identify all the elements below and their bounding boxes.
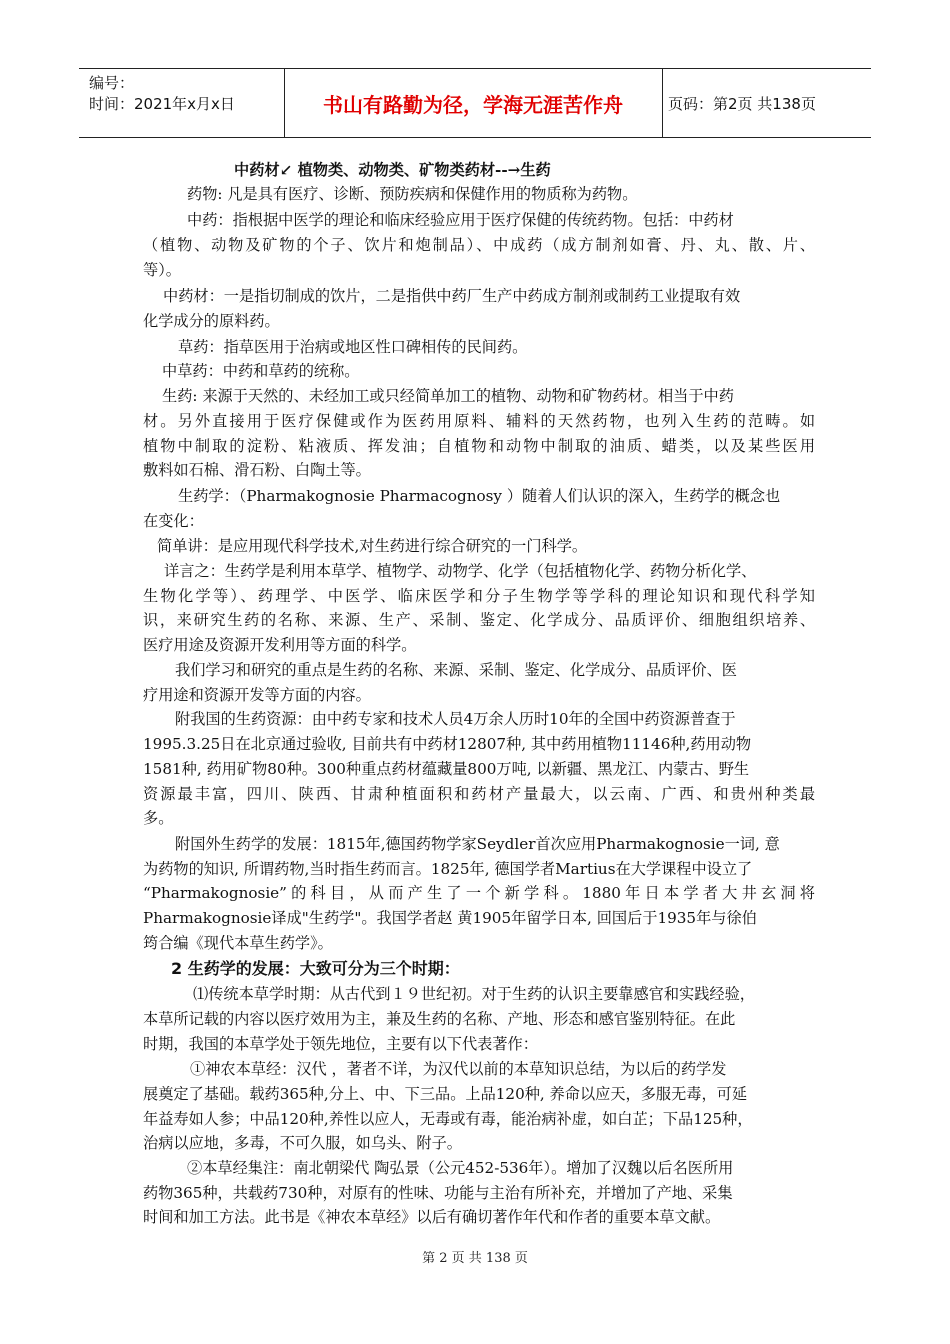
text-line: 筠合编《现代本草生药学》。	[143, 934, 333, 952]
text-line: 药物: 凡是具有医疗、诊断、预防疾病和保健作用的物质称为药物。	[187, 185, 638, 203]
text-line: ②本草经集注：南北朝梁代 陶弘景（公元452-536年）。增加了汉魏以后名医所用	[187, 1159, 734, 1177]
text-line: 治病以应地，多毒，不可久服，如乌头、附子。	[143, 1134, 462, 1152]
text-line: 附我国的生药资源：由中药专家和技术人员4万余人历时10年的全国中药资源普查于	[175, 710, 736, 728]
text-line: “Pharmakognosie”的科目，从而产生了一个新学科。1880年日本学者大井玄洞将	[143, 884, 815, 902]
text-line: 中草药：中药和草药的统称。	[162, 362, 360, 380]
text-line: 资源最丰富，四川、陕西、甘肃种植面积和药材产量最大，以云南、广西、和贵州种类最	[143, 785, 815, 803]
text-line: 1581种, 药用矿物80种。300种重点药材蕴藏量800万吨, 以新疆、黑龙江、内蒙古、野生	[143, 760, 750, 778]
text-line: 展奠定了基础。载药365种,分上、中、下三品。上品120种, 养命以应天，多服无毒，可延	[143, 1085, 748, 1103]
text-line: ⑴传统本草学时期：从古代到１９世纪初。对于生药的认识主要靠感官和实践经验，	[193, 985, 755, 1003]
text-line: 化学成分的原料药。	[143, 312, 280, 330]
text-line: 1995.3.25日在北京通过验收, 目前共有中药材12807种, 其中药用植物11146种,药用动物	[143, 735, 752, 753]
definition-line: 生药学：（Pharmakognosie Pharmacognosy ）随着人们认识的深入，生药学的概念也	[178, 487, 781, 505]
text-line: 疗用途和资源开发等方面的内容。	[143, 686, 371, 704]
text-line: 材。另外直接用于医疗保健或作为医药用原料、辅料的天然药物，也列入生药的范畴。如	[143, 412, 815, 430]
code-label: 编号：	[89, 74, 135, 92]
text-line: 中药材：一是指切制成的饮片，二是指供中药厂生产中药成方制剂或制药工业提取有效	[163, 287, 741, 305]
text-line: 生物化学等）、药理学、中医学、临床医学和分子生物学等学科的理论知识和现代科学知	[143, 587, 815, 605]
text-line: 时间和加工方法。此书是《神农本草经》以后有确切著作年代和作者的重要本草文献。	[143, 1208, 721, 1226]
definition-line: 详言之：生药学是利用本草学、植物学、动物学、化学（包括植物化学、药物分析化学、	[164, 562, 757, 580]
classification-line: 中药材↙ 植物类、动物类、矿物类药材--→生药	[234, 161, 551, 179]
text-line: （植物、动物及矿物的个子、饮片和炮制品）、中成药（成方制剂如膏、丹、丸、散、片、	[143, 236, 815, 254]
text-line: 敷料如石棉、滑石粉、白陶土等。	[143, 461, 371, 479]
text-line: Pharmakognosie译成"生药学"。我国学者赵 黄1905年留学日本, 回国后于1935年与徐伯	[143, 909, 757, 927]
text-line: 多。	[143, 809, 174, 827]
text-line: ①神农本草经：汉代 ，著者不详，为汉代以前的本草知识总结，为以后的药学发	[190, 1060, 727, 1078]
text-line: 医疗用途及资源开发利用等方面的科学。	[143, 636, 417, 654]
definition-line: 生药: 来源于天然的、未经加工或只经简单加工的植物、动物和矿物药材。相当于中药	[162, 387, 734, 405]
time-label: 时间：2021年x月x日	[89, 95, 235, 113]
text-line: 为药物的知识, 所谓药物,当时指生药而言。1825年, 德国学者Martius在大学课程中设立了	[143, 860, 753, 878]
text-line: 本草所记载的内容以医疗效用为主，兼及生药的名称、产地、形态和感官鉴别特征。在此	[143, 1010, 736, 1028]
text-line: 植物中制取的淀粉、粘液质、挥发油；自植物和动物中制取的油质、蜡类，以及某些医用	[143, 437, 815, 455]
page-footer: 第 2 页 共 138 页	[422, 1251, 528, 1266]
text-line: 药物365种，共载药730种，对原有的性味、功能与主治有所补充，并增加了产地、采集	[143, 1184, 733, 1202]
text-line: 附国外生药学的发展：1815年,德国药物学家Seydler首次应用Pharmakognosie一词, 意	[175, 835, 780, 853]
text-line: 年益寿如人参；中品120种,养性以应人，无毒或有毒，能治病补虚，如白芷；下品125种，	[143, 1110, 753, 1128]
text-line: 等）。	[143, 261, 181, 279]
text-line: 在变化：	[143, 512, 204, 530]
page-info: 页码：第2页 共138页	[668, 94, 816, 113]
text-line: 中药：指根据中医学的理论和临床经验应用于医疗保健的传统药物。包括：中药材	[187, 211, 734, 229]
text-line: 时期，我国的本草学处于领先地位，主要有以下代表著作：	[143, 1035, 538, 1053]
definition-line: 简单讲：是应用现代科学技术,对生药进行综合研究的一门科学。	[157, 537, 588, 555]
document-header	[79, 68, 871, 138]
header-meta	[89, 73, 235, 115]
text-line: 草药：指草医用于治病或地区性口碑相传的民间药。	[178, 338, 528, 356]
text-line: 识，来研究生药的名称、来源、生产、采制、鉴定、化学成分、品质评价、细胞组织培养、	[143, 611, 815, 629]
section-heading: 2 生药学的发展：大致可分为三个时期：	[171, 959, 460, 978]
motto: 书山有路勤为径，学海无涯苦作舟	[323, 92, 623, 117]
text-line: 我们学习和研究的重点是生药的名称、来源、采制、鉴定、化学成分、品质评价、医	[175, 661, 737, 679]
